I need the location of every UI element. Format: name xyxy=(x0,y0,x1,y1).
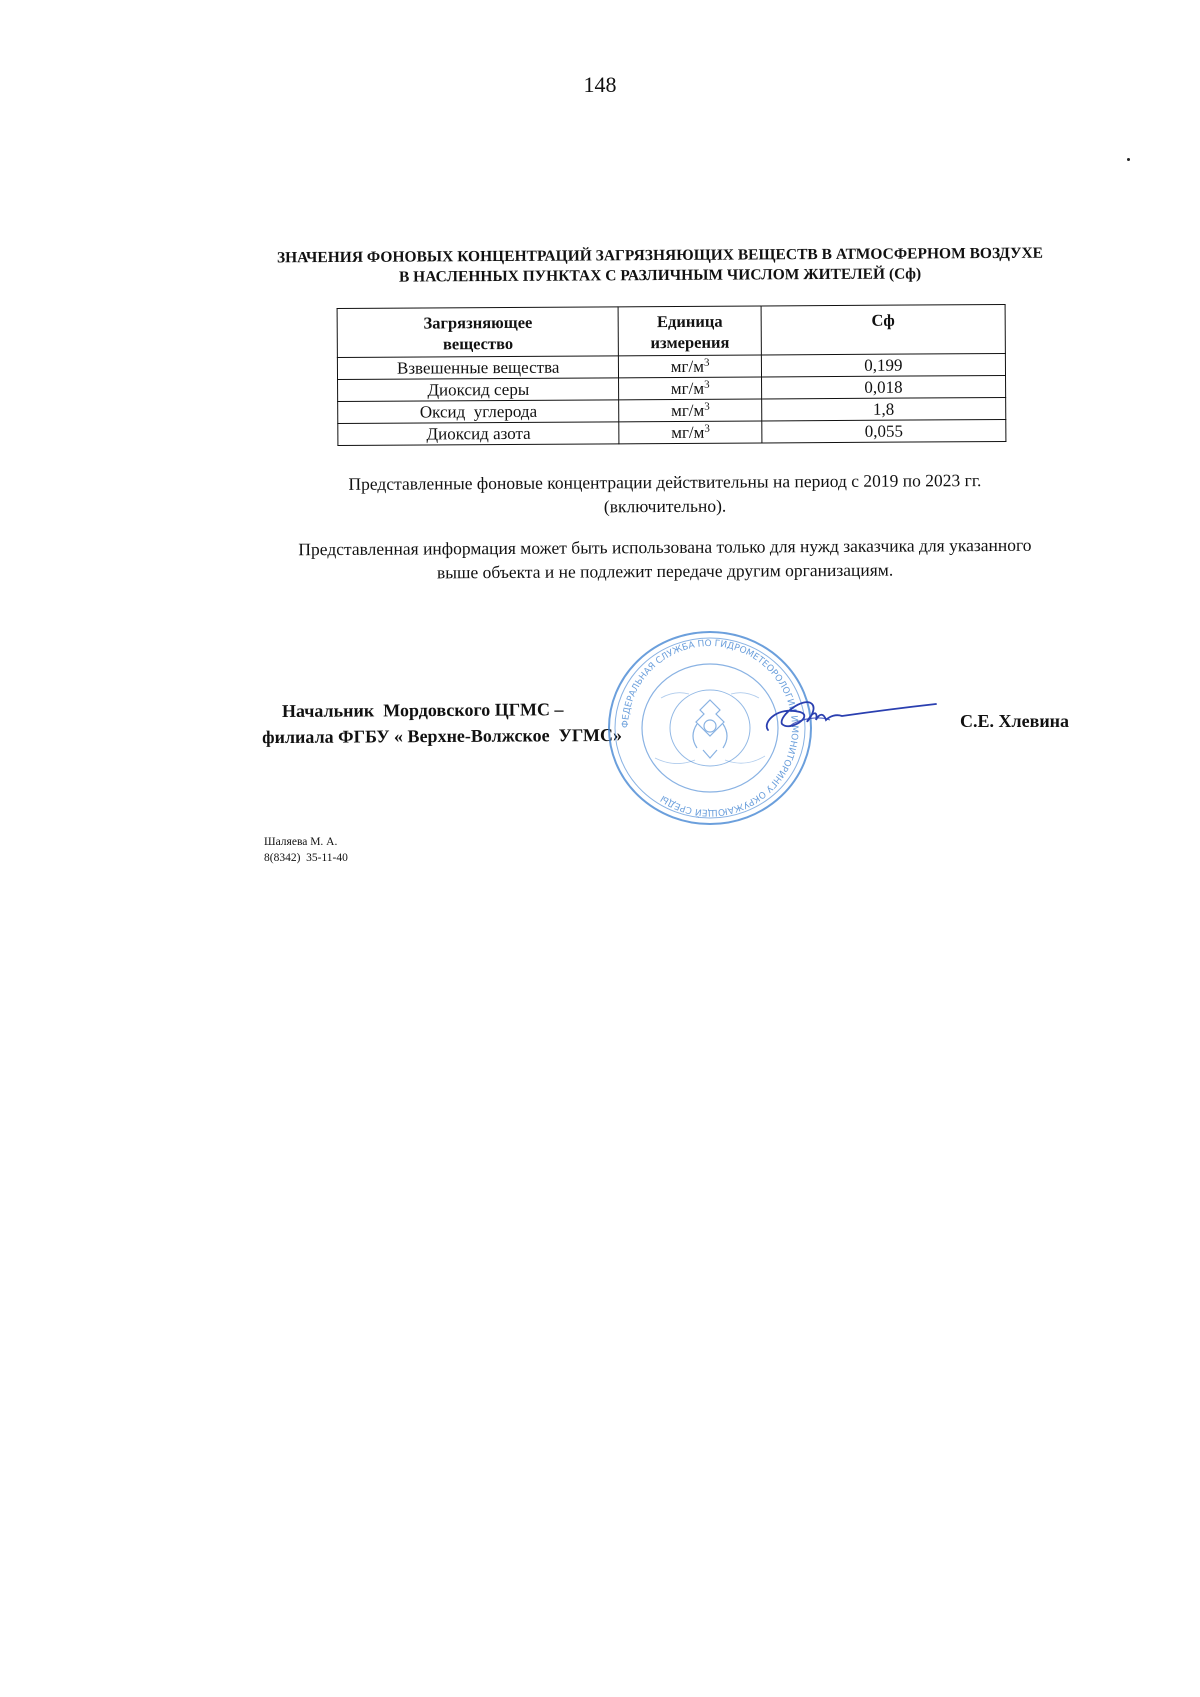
pollutant-name: Взвешенные вещества xyxy=(337,356,619,380)
header-pollutant-line-2: вещество xyxy=(442,333,514,354)
page-number: 148 xyxy=(583,72,617,97)
table-row xyxy=(338,419,1006,445)
title-line-1: ЗНАЧЕНИЯ ФОНОВЫХ КОНЦЕНТРАЦИЙ ЗАГРЯЗНЯЮЩИХ ВЕЩЕСТВ В АТМОСФЕРНОМ ВОЗДУХЕ xyxy=(276,244,1044,267)
pollutant-name: Диоксид азота xyxy=(338,422,620,446)
pollutant-name: Оксид углерода xyxy=(338,400,620,424)
usage-paragraph xyxy=(250,532,1080,585)
signatory-title-line-1: Начальник Мордовского ЦГМС – xyxy=(281,699,564,721)
contact-block xyxy=(264,834,348,866)
signatory-title-line-2: филиала ФГБУ « Верхне-Волжское УГМС» xyxy=(262,724,623,748)
unit-superscript: 3 xyxy=(704,378,710,391)
header-unit xyxy=(619,306,762,356)
contact-name: Шаляева М. А. xyxy=(264,836,338,848)
header-unit-line-2: измерения xyxy=(650,332,730,353)
usage-line-1: Представленная информация может быть использована только для нужд заказчика для указанного xyxy=(298,534,1032,560)
stamp-text: ФЕДЕРАЛЬНАЯ СЛУЖБА ПО ГИДРОМЕТЕОРОЛОГИИ И МОНИТОРИНГУ ОКРУЖАЮЩЕЙ СРЕДЫ xyxy=(620,638,800,818)
unit-text: мг/м xyxy=(670,356,705,377)
header-unit-line-1: Единица xyxy=(656,311,723,332)
contact-phone: 8(8342) 35-11-40 xyxy=(264,852,348,864)
header-pollutant xyxy=(337,307,619,358)
pollutant-name: Диоксид серы xyxy=(338,378,620,402)
unit-text: мг/м xyxy=(670,378,705,399)
header-value: Сф xyxy=(761,304,1005,354)
concentration-table xyxy=(337,304,1007,446)
validity-paragraph xyxy=(250,467,1080,520)
header-pollutant-line-1: Загрязняющее xyxy=(423,312,533,333)
table-header-row xyxy=(337,304,1005,357)
signatory-name: С.Е. Хлевина xyxy=(960,711,1070,731)
concentration-value: 0,055 xyxy=(762,419,1006,442)
signatory-title xyxy=(262,696,622,750)
concentration-value: 0,199 xyxy=(761,353,1005,376)
usage-line-2: выше объекта и не подлежит передаче другим организациям. xyxy=(436,559,894,583)
validity-line-1: Представленные фоновые концентрации действительны на период с 2019 по 2023 гг. xyxy=(348,470,982,494)
unit-text: мг/м xyxy=(671,422,705,443)
unit-superscript: 3 xyxy=(703,356,710,369)
unit-cell xyxy=(619,377,762,400)
unit-cell xyxy=(619,355,762,378)
unit-text: мг/м xyxy=(670,400,705,421)
title-line-2: В НАСЛЕННЫХ ПУНКТАХ С РАЗЛИЧНЫМ ЧИСЛОМ ЖИТЕЛЕЙ (Сф) xyxy=(398,265,922,286)
emblem-icon xyxy=(693,700,727,758)
concentration-value: 1,8 xyxy=(762,397,1006,420)
document-title xyxy=(250,243,1070,288)
unit-superscript: 3 xyxy=(704,422,710,435)
validity-line-2: (включительно). xyxy=(603,495,727,517)
unit-superscript: 3 xyxy=(704,400,710,413)
unit-cell xyxy=(619,421,762,444)
scan-speck xyxy=(1127,158,1130,161)
unit-cell xyxy=(619,399,762,422)
concentration-value: 0,018 xyxy=(761,375,1005,398)
signature-icon xyxy=(760,686,940,746)
